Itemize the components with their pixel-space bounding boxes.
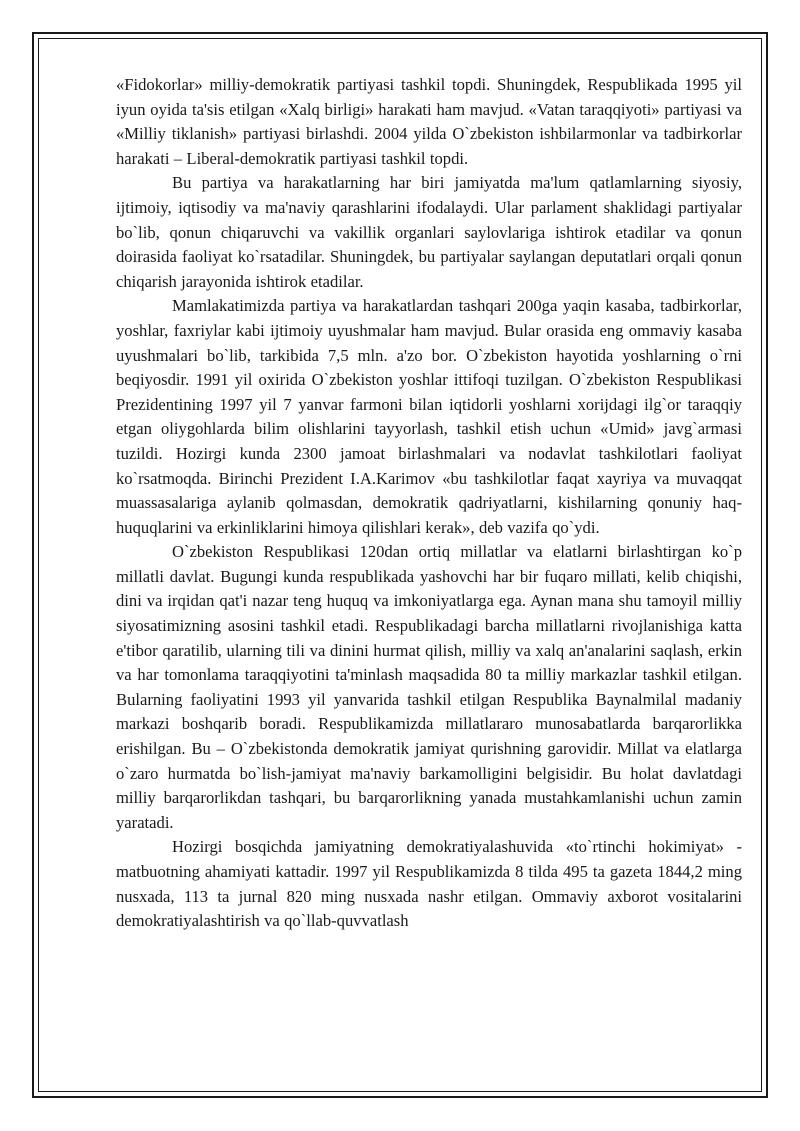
document-body (116, 73, 742, 934)
paragraph-5: Hozirgi bosqichda jamiyatning demokratiyalashuvida «to`rtinchi hokimiyat» - matbuotning ahamiyati kattadir. 1997 yil Respublikamizda 8 tilda 495 ta gazeta 1844,2 ming nusxada, 113 ta jurnal 820 ming nusxada nashr etilgan. Ommaviy axborot vositalarini demokratiyalashtirish va qo`llab-quvvatlash (116, 837, 742, 931)
paragraph-2: Bu partiya va harakatlarning har biri jamiyatda ma'lum qatlamlarning siyosiy, ijtimoiy, iqtisodiy va ma'naviy qarashlarini ifodalaydi. Ular parlament shaklidagi partiyalar bo`lib, qonun chiqaruvchi va vakillik organlari saylovlariga ishtirok etadilar va qonun doirasida faoliyat ko`rsatadilar. Shuningdek, bu partiyalar saylangan deputatlari orqali qonun chiqarish jarayonida ishtirok etadilar. (116, 173, 742, 291)
paragraph-3: Mamlakatimizda partiya va harakatlardan tashqari 200ga yaqin kasaba, tadbirkorlar, yoshlar, faxriylar kabi ijtimoiy uyushmalar ham mavjud. Bular orasida eng ommaviy kasaba uyushmalari bo`lib, tarkibida 7,5 mln. a'zo bor. O`zbekiston hayotida yoshlarning o`rni beqiyosdir. 1991 yil oxirida O`zbekiston yoshlar ittifoqi tuzilgan. O`zbekiston Respublikasi Prezidentining 1997 yil 7 yanvar farmoni bilan iqtidorli yoshlarni xorijdagi ilg`or taraqqiy etgan oliygohlarda bilim olishlarini tayyorlash, tashkil etish uchun «Umid» javg`armasi tuzildi. Hozirgi kunda 2300 jamoat birlashmalari va nodavlat tashkilotlari faoliyat ko`rsatmoqda. Birinchi Prezident I.A.Karimov «bu tashkilotlar faqat xayriya va muvaqqat muassasalariga aylanib qolmasdan, demokratik qadriyatlarni, kishilarning qonuniy haq-huquqlarini va erkinliklarini himoya qilishlari kerak», deb vazifa qo`ydi. (116, 296, 742, 537)
paragraph-1: «Fidokorlar» milliy-demokratik partiyasi tashkil topdi. Shuningdek, Respublikada 1995 yil iyun oyida ta'sis etilgan «Xalq birligi» harakati ham mavjud. «Vatan taraqqiyoti» partiyasi va «Milliy tiklanish» partiyasi birlashdi. 2004 yilda O`zbekiston ishbilarmonlar va tadbirkorlar harakati – Liberal-demokratik partiyasi tashkil topdi. (116, 75, 742, 168)
paragraph-4: O`zbekiston Respublikasi 120dan ortiq millatlar va elatlarni birlashtirgan ko`p millatli davlat. Bugungi kunda respublikada yashovchi har bir fuqaro millati, kelib chiqishi, dini va irqidan qat'i nazar teng huquq va imkoniyatlarga ega. Aynan mana shu tamoyil milliy siyosatimizning asosini tashkil etadi. Respublikadagi barcha millatlarni rivojlanishiga katta e'tibor qaratilib, ularning tili va dinini hurmat qilish, milliy va xalq an'analarini saqlash, erkin va har tomonlama taraqqiyotini ta'minlash maqsadida 80 ta milliy markazlar tashkil etilgan. Bularning faoliyatini 1993 yil yanvarida tashkil etilgan Respublika Baynalmilal madaniy markazi boshqarib boradi. Respublikamizda millatlararo munosabatlarda barqarorlikka erishilgan. Bu – O`zbekistonda demokratik jamiyat qurishning garovidir. Millat va elatlarga o`zaro hurmatda bo`lish-jamiyat ma'naviy barkamolligini belgisidir. Bu holat davlatdagi milliy barqarorlikdan tashqari, bu barqarorlikning yanada mustahkamlanishi uchun zamin yaratadi. (116, 542, 742, 832)
